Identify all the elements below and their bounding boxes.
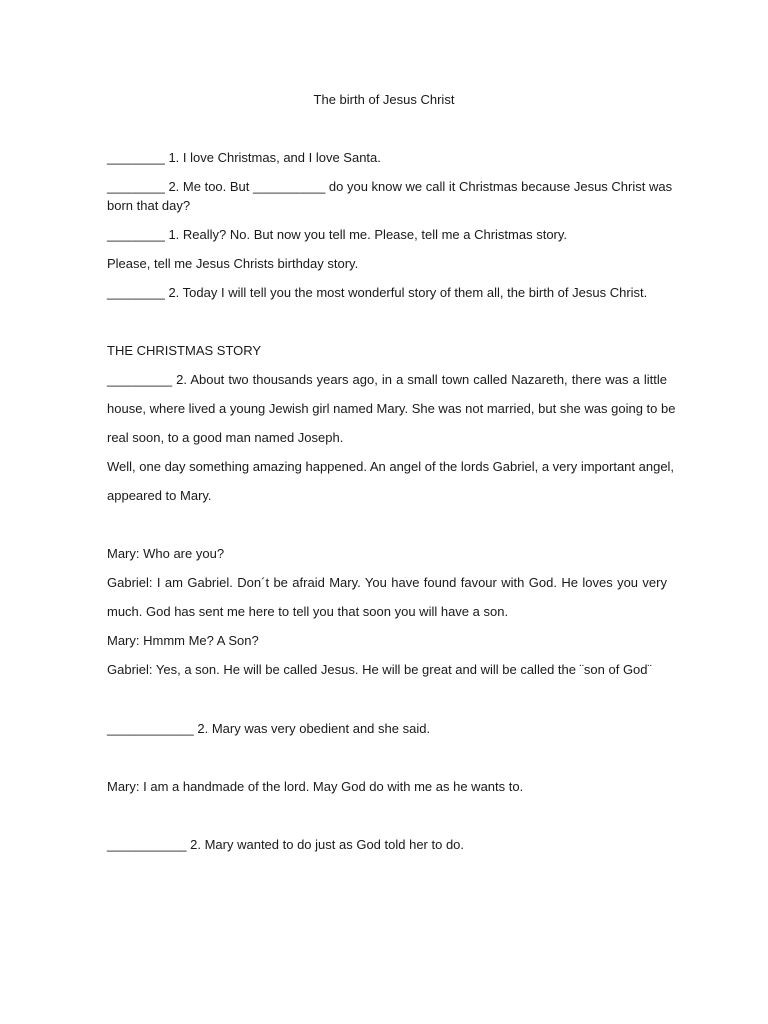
story-line: house, where lived a young Jewish girl named Mary. She was not married, but she was going to be	[107, 401, 676, 416]
narration-line: ____________ 2. Mary was very obedient and she said.	[107, 721, 431, 736]
dialogue-line: ________ 2. Today I will tell you the most wonderful story of them all, the birth of Jesus Christ.	[107, 285, 648, 300]
section-heading: THE CHRISTMAS STORY	[107, 343, 262, 358]
dialogue-line: ________ 2. Me too. But __________ do you know we call it Christmas because Jesus Christ was	[107, 179, 673, 194]
dialogue-line: ________ 1. I love Christmas, and I love Santa.	[107, 150, 381, 165]
dialogue-line: Gabriel: I am Gabriel. Don´t be afraid Mary. You have found favour with God. He loves you very	[107, 575, 667, 590]
story-line: _________ 2. About two thousands years ago, in a small town called Nazareth, there was a little	[107, 372, 667, 387]
dialogue-line: Mary: Hmmm Me? A Son?	[107, 633, 259, 648]
story-line: Well, one day something amazing happened. An angel of the lords Gabriel, a very important angel,	[107, 459, 675, 474]
dialogue-line: Gabriel: Yes, a son. He will be called Jesus. He will be great and will be called the ¨son of God¨	[107, 662, 652, 677]
dialogue-line-continued: born that day?	[107, 198, 191, 213]
dialogue-line: Please, tell me Jesus Christs birthday story.	[107, 256, 359, 271]
dialogue-line: Mary: I am a handmade of the lord. May God do with me as he wants to.	[107, 779, 524, 794]
narration-line: ___________ 2. Mary wanted to do just as God told her to do.	[107, 837, 465, 852]
story-line: appeared to Mary.	[107, 488, 212, 503]
dialogue-line: ________ 1. Really? No. But now you tell me. Please, tell me a Christmas story.	[107, 227, 568, 242]
document-title: The birth of Jesus Christ	[313, 92, 455, 107]
story-line: real soon, to a good man named Joseph.	[107, 430, 344, 445]
dialogue-line-continued: much. God has sent me here to tell you that soon you will have a son.	[107, 604, 509, 619]
dialogue-line: Mary: Who are you?	[107, 546, 225, 561]
